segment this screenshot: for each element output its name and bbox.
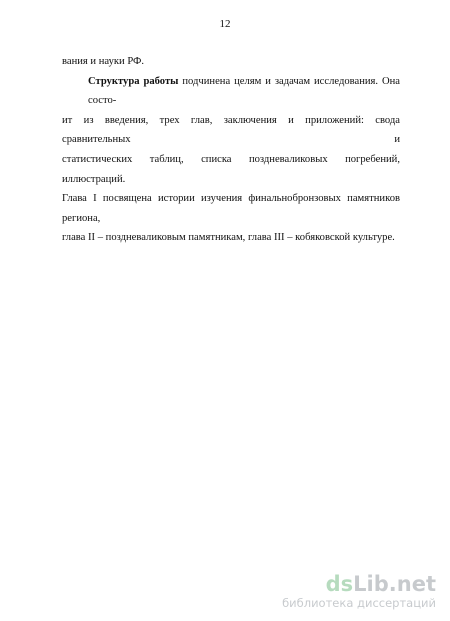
- body-text: [62, 52, 400, 248]
- watermark-logo-lib: Lib: [353, 571, 389, 596]
- watermark-logo-net: .net: [388, 571, 436, 596]
- text-line-2: [62, 72, 400, 111]
- text-line-3: ит из введения, трех глав, заключения и приложений: свода сравнительных и: [62, 114, 400, 146]
- watermark-subtitle: библиотека диссертаций: [282, 595, 436, 610]
- watermark-logo-ds: ds: [325, 571, 354, 596]
- text-line-5: Глава I посвящена истории изучения финальнобронзовых памятников региона,: [62, 193, 400, 224]
- page-number: 12: [219, 18, 231, 30]
- text-line-1: вания и науки РФ.: [62, 56, 145, 67]
- text-line-6: глава II – поздневаликовым памятникам, глава III – кобяковской культуре.: [62, 232, 395, 244]
- text-line-4: статистических таблиц, списка поздневаликовых погребений, иллюстраций.: [62, 153, 400, 185]
- section-heading-structure: Структура работы: [88, 75, 179, 87]
- watermark: [282, 571, 436, 610]
- text-line-2-rest: подчинена целям и задачам исследования. Она состо-: [88, 75, 400, 107]
- watermark-logo: [282, 571, 436, 596]
